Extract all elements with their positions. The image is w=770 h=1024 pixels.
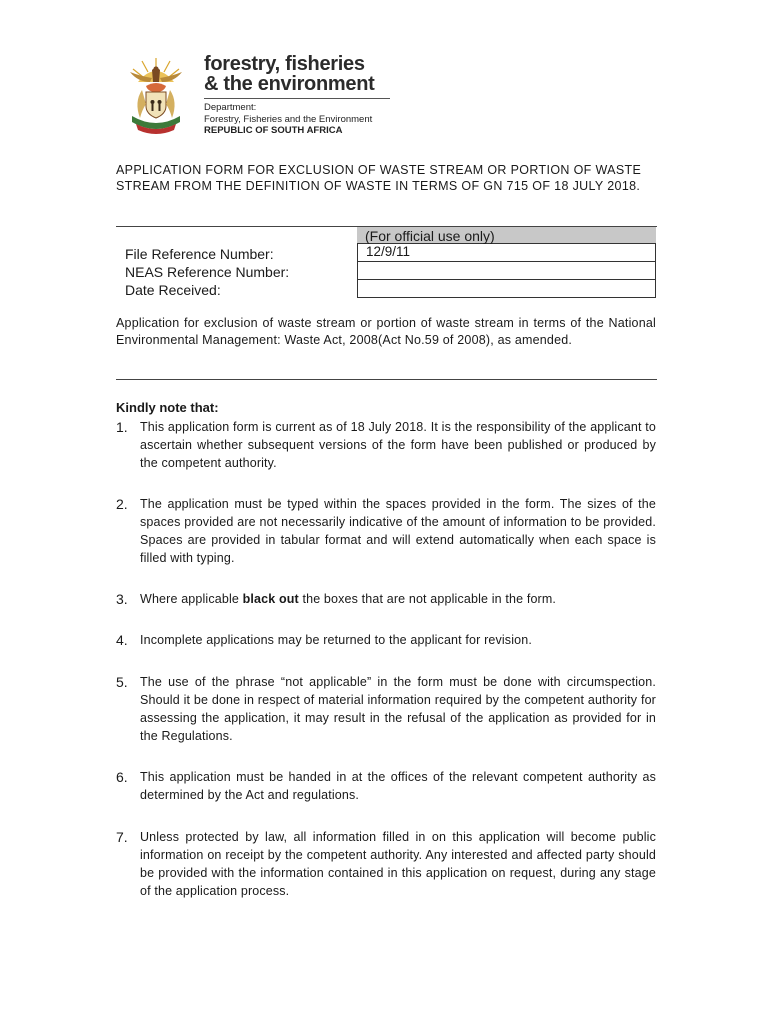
crest-left-tusk (137, 90, 146, 118)
neas-reference-label: NEAS Reference Number: (125, 264, 290, 280)
application-intro: Application for exclusion of waste stream or portion of waste stream in terms of the National Environmental Management: Waste Act, 2008(Act No.59 of 2008), as amended. (116, 316, 656, 347)
note-text: Incomplete applications may be returned to the applicant for revision. (140, 633, 532, 647)
department-name-line-2: & the environment (204, 73, 375, 95)
note-item (116, 673, 656, 745)
note-text-emphasis: black out (242, 592, 299, 606)
note-number: 2. (116, 496, 128, 512)
crest-right-tusk (166, 90, 175, 118)
notes-heading: Kindly note that: (116, 400, 219, 415)
form-title: APPLICATION FORM FOR EXCLUSION OF WASTE STREAM OR PORTION OF WASTE STREAM FROM THE DEFINITION OF WASTE IN TERMS OF GN 715 OF 18 JULY 2018. (116, 163, 642, 193)
crest-bird (130, 66, 182, 82)
reference-labels (125, 245, 289, 299)
department-divider (204, 98, 390, 99)
note-text: This application must be handed in at the offices of the relevant competent authority as determined by the Act and regulations. (140, 770, 656, 802)
crest-shield (146, 92, 166, 118)
note-item (116, 418, 656, 472)
note-item (116, 768, 656, 804)
intro-bottom-rule (116, 379, 657, 380)
official-use-header: (For official use only) (357, 227, 656, 243)
department-full-name: Forestry, Fisheries and the Environment (204, 113, 373, 125)
note-item (116, 828, 656, 900)
crest-protea (146, 83, 166, 92)
note-text: Unless protected by law, all information filled in on this application will become public information on receipt by the competent authority. Any interested and affected party should be provided with the information contained in this application on request, during any stage of the application process. (140, 830, 656, 898)
note-text-pre: Where applicable (140, 592, 243, 606)
date-received-field[interactable] (357, 280, 656, 298)
note-text-post: the boxes that are not applicable in the form. (298, 592, 557, 606)
date-received-label: Date Received: (125, 282, 221, 298)
note-text: The application must be typed within the spaces provided in the form. The sizes of the spaces provided are not necessarily indicative of the amount of information to be provided. Spaces are provided in tabular format and will extend automatically when each space is filled with typing. (140, 497, 656, 565)
note-text: This application form is current as of 18 July 2018. It is the responsibility of the applicant to ascertain whether subsequent versions of the form have been published or produced by the competent authority. (140, 420, 656, 470)
department-label: Department: (204, 102, 257, 113)
coat-of-arms-icon (124, 52, 188, 136)
file-reference-label: File Reference Number: (125, 246, 274, 262)
department-name-line-1: forestry, fisheries (204, 53, 365, 75)
department-name (204, 54, 374, 94)
neas-reference-field[interactable] (357, 262, 656, 280)
note-text (140, 590, 656, 608)
note-number: 6. (116, 769, 128, 785)
note-item (116, 631, 656, 649)
note-text: The use of the phrase “not applicable” in the form must be done with circumspection. Should it be done in respect of material information required by the competent authority for assessing the application, it may result in the refusal of the application as provided for in the Regulations. (140, 675, 656, 743)
note-number: 5. (116, 674, 128, 690)
official-use-box (357, 227, 656, 295)
file-reference-field[interactable]: 12/9/11 (357, 243, 656, 262)
department-subtitle (204, 102, 372, 137)
note-number: 4. (116, 632, 128, 648)
country-name: REPUBLIC OF SOUTH AFRICA (204, 125, 343, 136)
note-number: 3. (116, 591, 128, 607)
note-item (116, 590, 656, 608)
note-number: 7. (116, 829, 128, 845)
note-item (116, 495, 656, 567)
note-number: 1. (116, 419, 128, 435)
department-header (124, 52, 404, 142)
